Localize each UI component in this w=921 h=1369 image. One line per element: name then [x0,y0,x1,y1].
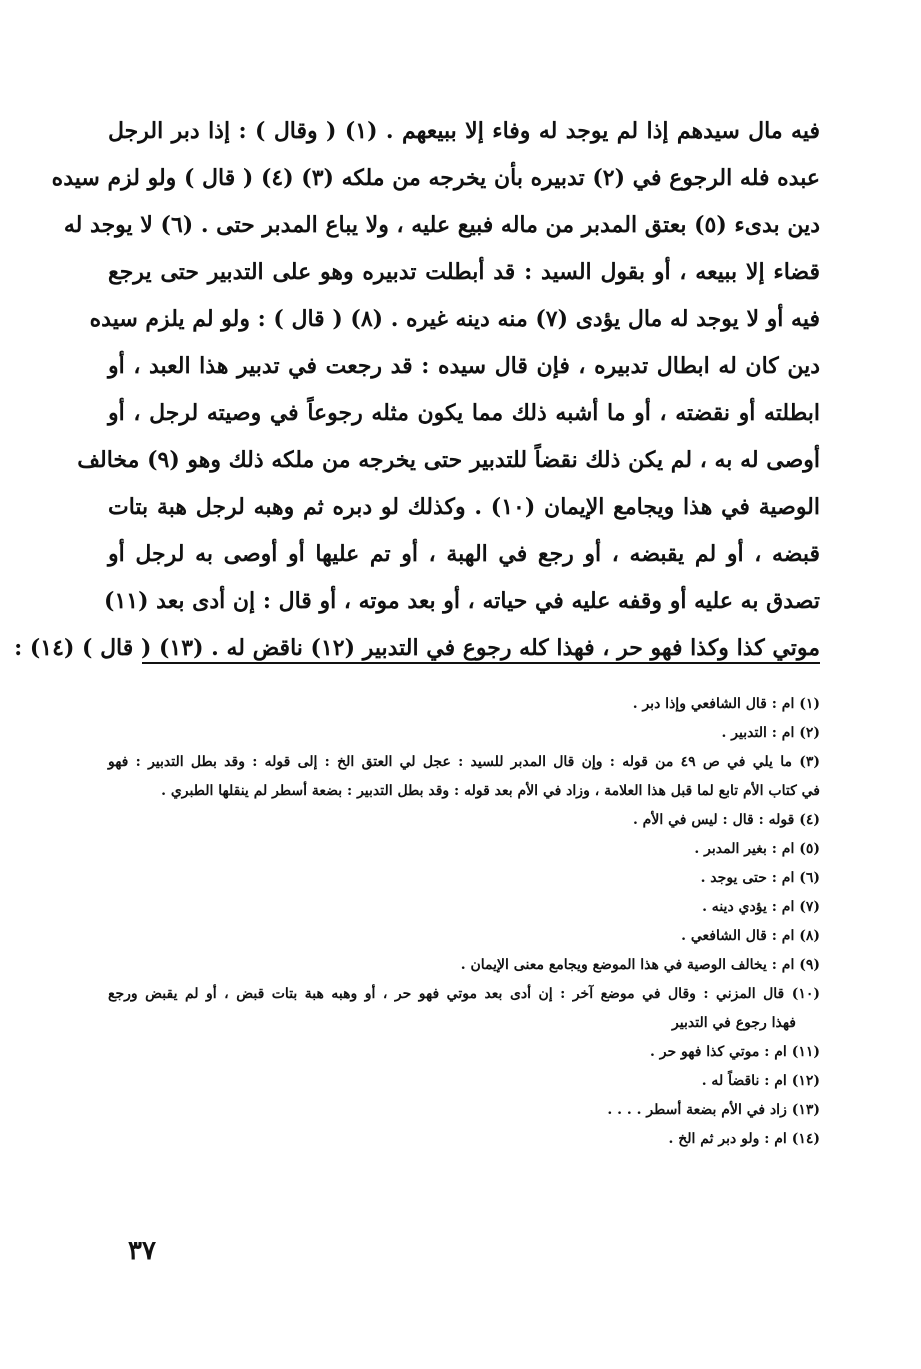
footnote: (٩) ام : يخالف الوصية في هذا الموضع ويجامع معنى الإيمان . [460,957,820,973]
text-line: عبده فله الرجوع في (٢) تدبيره بأن يخرجه من ملكه (٣) (٤) ( قال ) ولو لزم سيده [51,165,820,191]
footnote: (١٣) زاد في الأم بضعة أسطر . . . . [607,1102,820,1118]
text-line: الوصية في هذا ويجامع الإيمان (١٠) . وكذلك لو دبره ثم وهبه لرجل هبة بتات [108,494,820,520]
text-line: فيه مال سيدهم إذا لم يوجد له وفاء إلا ببيعهم . (١) ( وقال ) : إذا دبر الرجل [108,118,821,144]
text-line: قضاء إلا ببيعه ، أو بقول السيد : قد أبطلت تدبيره وهو على التدبير حتى يرجع [108,259,820,285]
page-number: ٣٧ [128,1236,156,1266]
footnote: (١٢) ام : ناقضاً له . [701,1073,820,1089]
footnote: (١) ام : قال الشافعي وإذا دبر . [632,696,820,712]
text-line: فيه أو لا يوجد له مال يؤدى (٧) منه دينه غيره . (٨) ( قال ) : ولو لم يلزم سيده [89,306,820,332]
footnote-continuation: فهذا رجوع في التدبير [672,1015,796,1031]
footnote: (١١) ام : موتي كذا فهو حر . [650,1044,820,1060]
footnote: (٧) ام : يؤدي دينه . [702,899,820,915]
footnote: (٥) ام : بغير المدبر . [694,841,820,857]
footnote: (١٠) قال المزني : وقال في موضع آخر : إن أدى بعد موتي فهو حر ، أو وهبه هبة بتات قبض ، أو لم يقبض ورجع [108,986,820,1002]
footnote: (٨) ام : قال الشافعي . [681,928,820,944]
text-line: قبضه ، أو لم يقبضه ، أو رجع في الهبة ، أو تم عليها أو أوصى به لرجل أو [108,541,820,567]
footnote: (٤) قوله : قال : ليس في الأم . [632,812,820,828]
footnote-divider [142,662,820,664]
text-line: ابطلته أو نقضته ، أو ما أشبه ذلك مما يكون مثله رجوعاً في وصيته لرجل ، أو [108,400,820,426]
text-line: دين كان له ابطال تدبيره ، فإن قال سيده : قد رجعت في تدبير هذا العبد ، أو [108,353,820,379]
text-line: موتي كذا وكذا فهو حر ، فهذا كله رجوع في التدبير (١٢) ناقض له . (١٣) ( قال ) (١٤) : [14,635,820,661]
text-line: أوصى له به ، لم يكن ذلك نقضاً للتدبير حتى يخرجه من ملكه ذلك وهو (٩) مخالف [77,447,820,473]
footnotes [108,690,820,1154]
text-line: تصدق به عليه أو وقفه عليه في حياته ، أو بعد موته ، أو قال : إن أدى بعد (١١) [104,588,820,614]
footnote: (٦) ام : حتى يوجد . [700,870,820,886]
main-text [14,108,821,672]
footnote-continuation: في كتاب الأم تابع لما قبل هذا العلامة ، وزاد في الأم بعد قوله : وقد بطل التدبير : بضعة أسطر لم ينقلها الطبري . [161,783,820,799]
footnote: (٣) ما يلي في ص ٤٩ من قوله : وإن قال المدبر للسيد : عجل لي العتق الخ : إلى قوله : وقد بطل التدبير : فهو [108,754,820,770]
footnote: (٢) ام : التدبير . [721,725,820,741]
text-line: دين بدىء (٥) بعتق المدبر من ماله فبيع عليه ، ولا يباع المدبر حتى . (٦) لا يوجد له [63,212,820,238]
footnote: (١٤) ام : ولو دبر ثم الخ . [668,1131,820,1147]
